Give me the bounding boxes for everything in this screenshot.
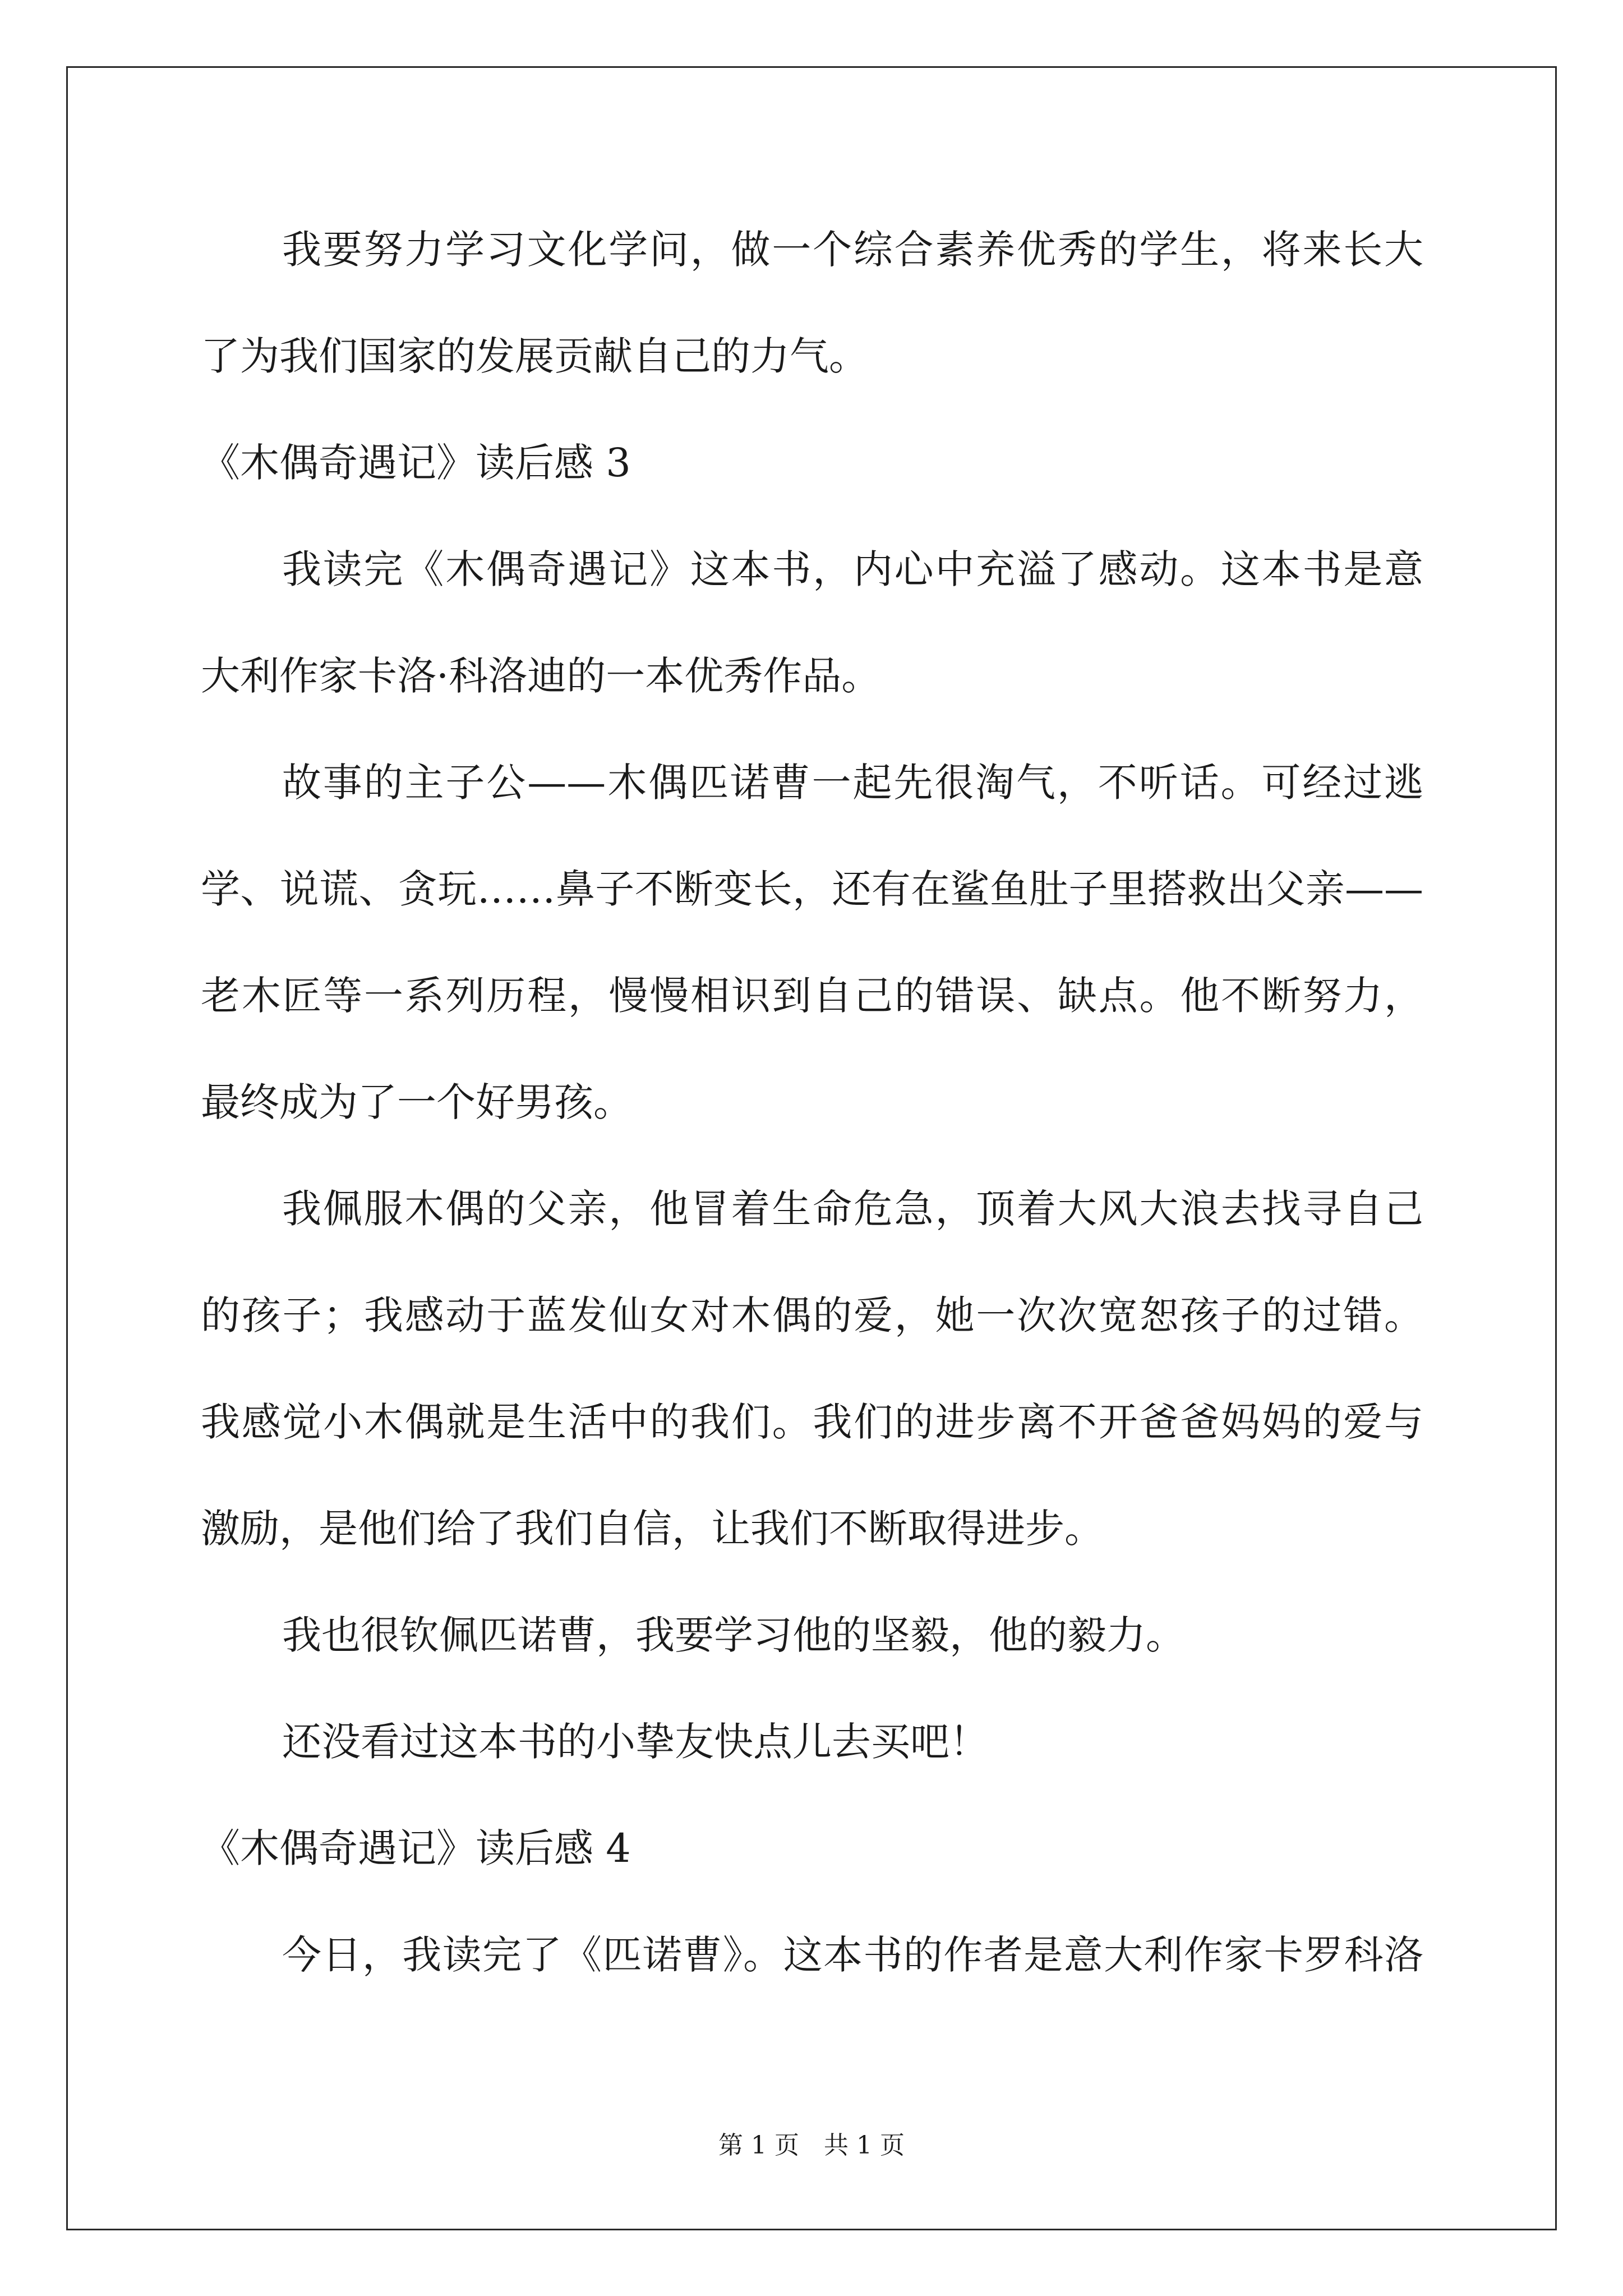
paragraph-line: 大利作家卡洛·科洛迪的一本优秀作品。: [201, 653, 881, 699]
paragraph-line: 老木匠等一系列历程，慢慢相识到自己的错误、缺点。他不断努力，: [201, 973, 1423, 1019]
paragraph-line: 最终成为了一个好男孩。: [201, 1079, 633, 1125]
paragraph-line: 我佩服木偶的父亲，他冒着生命危急，顶着大风大浪去找寻自己: [282, 1186, 1423, 1232]
section-heading: 《木偶奇遇记》读后感 4: [201, 1825, 631, 1871]
paragraph-line: 学、说谎、贪玩……鼻子不断变长，还有在鲨鱼肚子里搭救出父亲——: [201, 866, 1423, 912]
paragraph-line: 我读完《木偶奇遇记》这本书，内心中充溢了感动。这本书是意: [282, 546, 1423, 592]
page-footer: [0, 2129, 1623, 2162]
paragraph-line: 故事的主子公——木偶匹诺曹一起先很淘气，不听话。可经过逃: [282, 760, 1423, 806]
section-heading: 《木偶奇遇记》读后感 3: [201, 440, 631, 486]
paragraph-line: 今日，我读完了《匹诺曹》。这本书的作者是意大利作家卡罗科洛: [282, 1932, 1423, 1978]
paragraph-line: 我要努力学习文化学问，做一个综合素养优秀的学生，将来长大: [282, 227, 1423, 273]
paragraph-line: 了为我们国家的发展贡献自己的力气。: [201, 333, 868, 379]
paragraph-line: 我感觉小木偶就是生活中的我们。我们的进步离不开爸爸妈妈的爱与: [201, 1399, 1423, 1445]
document-body: [201, 213, 1423, 2025]
page-total: 共 1 页: [824, 2131, 905, 2160]
paragraph-line: 我也很钦佩匹诺曹，我要学习他的坚毅，他的毅力。: [282, 1612, 1185, 1658]
paragraph-line: 还没看过这本书的小挚友快点儿去买吧！: [282, 1719, 989, 1765]
paragraph-line: 的孩子；我感动于蓝发仙女对木偶的爱，她一次次宽恕孩子的过错。: [201, 1292, 1423, 1338]
page-number: 第 1 页: [718, 2131, 799, 2160]
paragraph-line: 激励，是他们给了我们自信，让我们不断取得进步。: [201, 1506, 1104, 1552]
